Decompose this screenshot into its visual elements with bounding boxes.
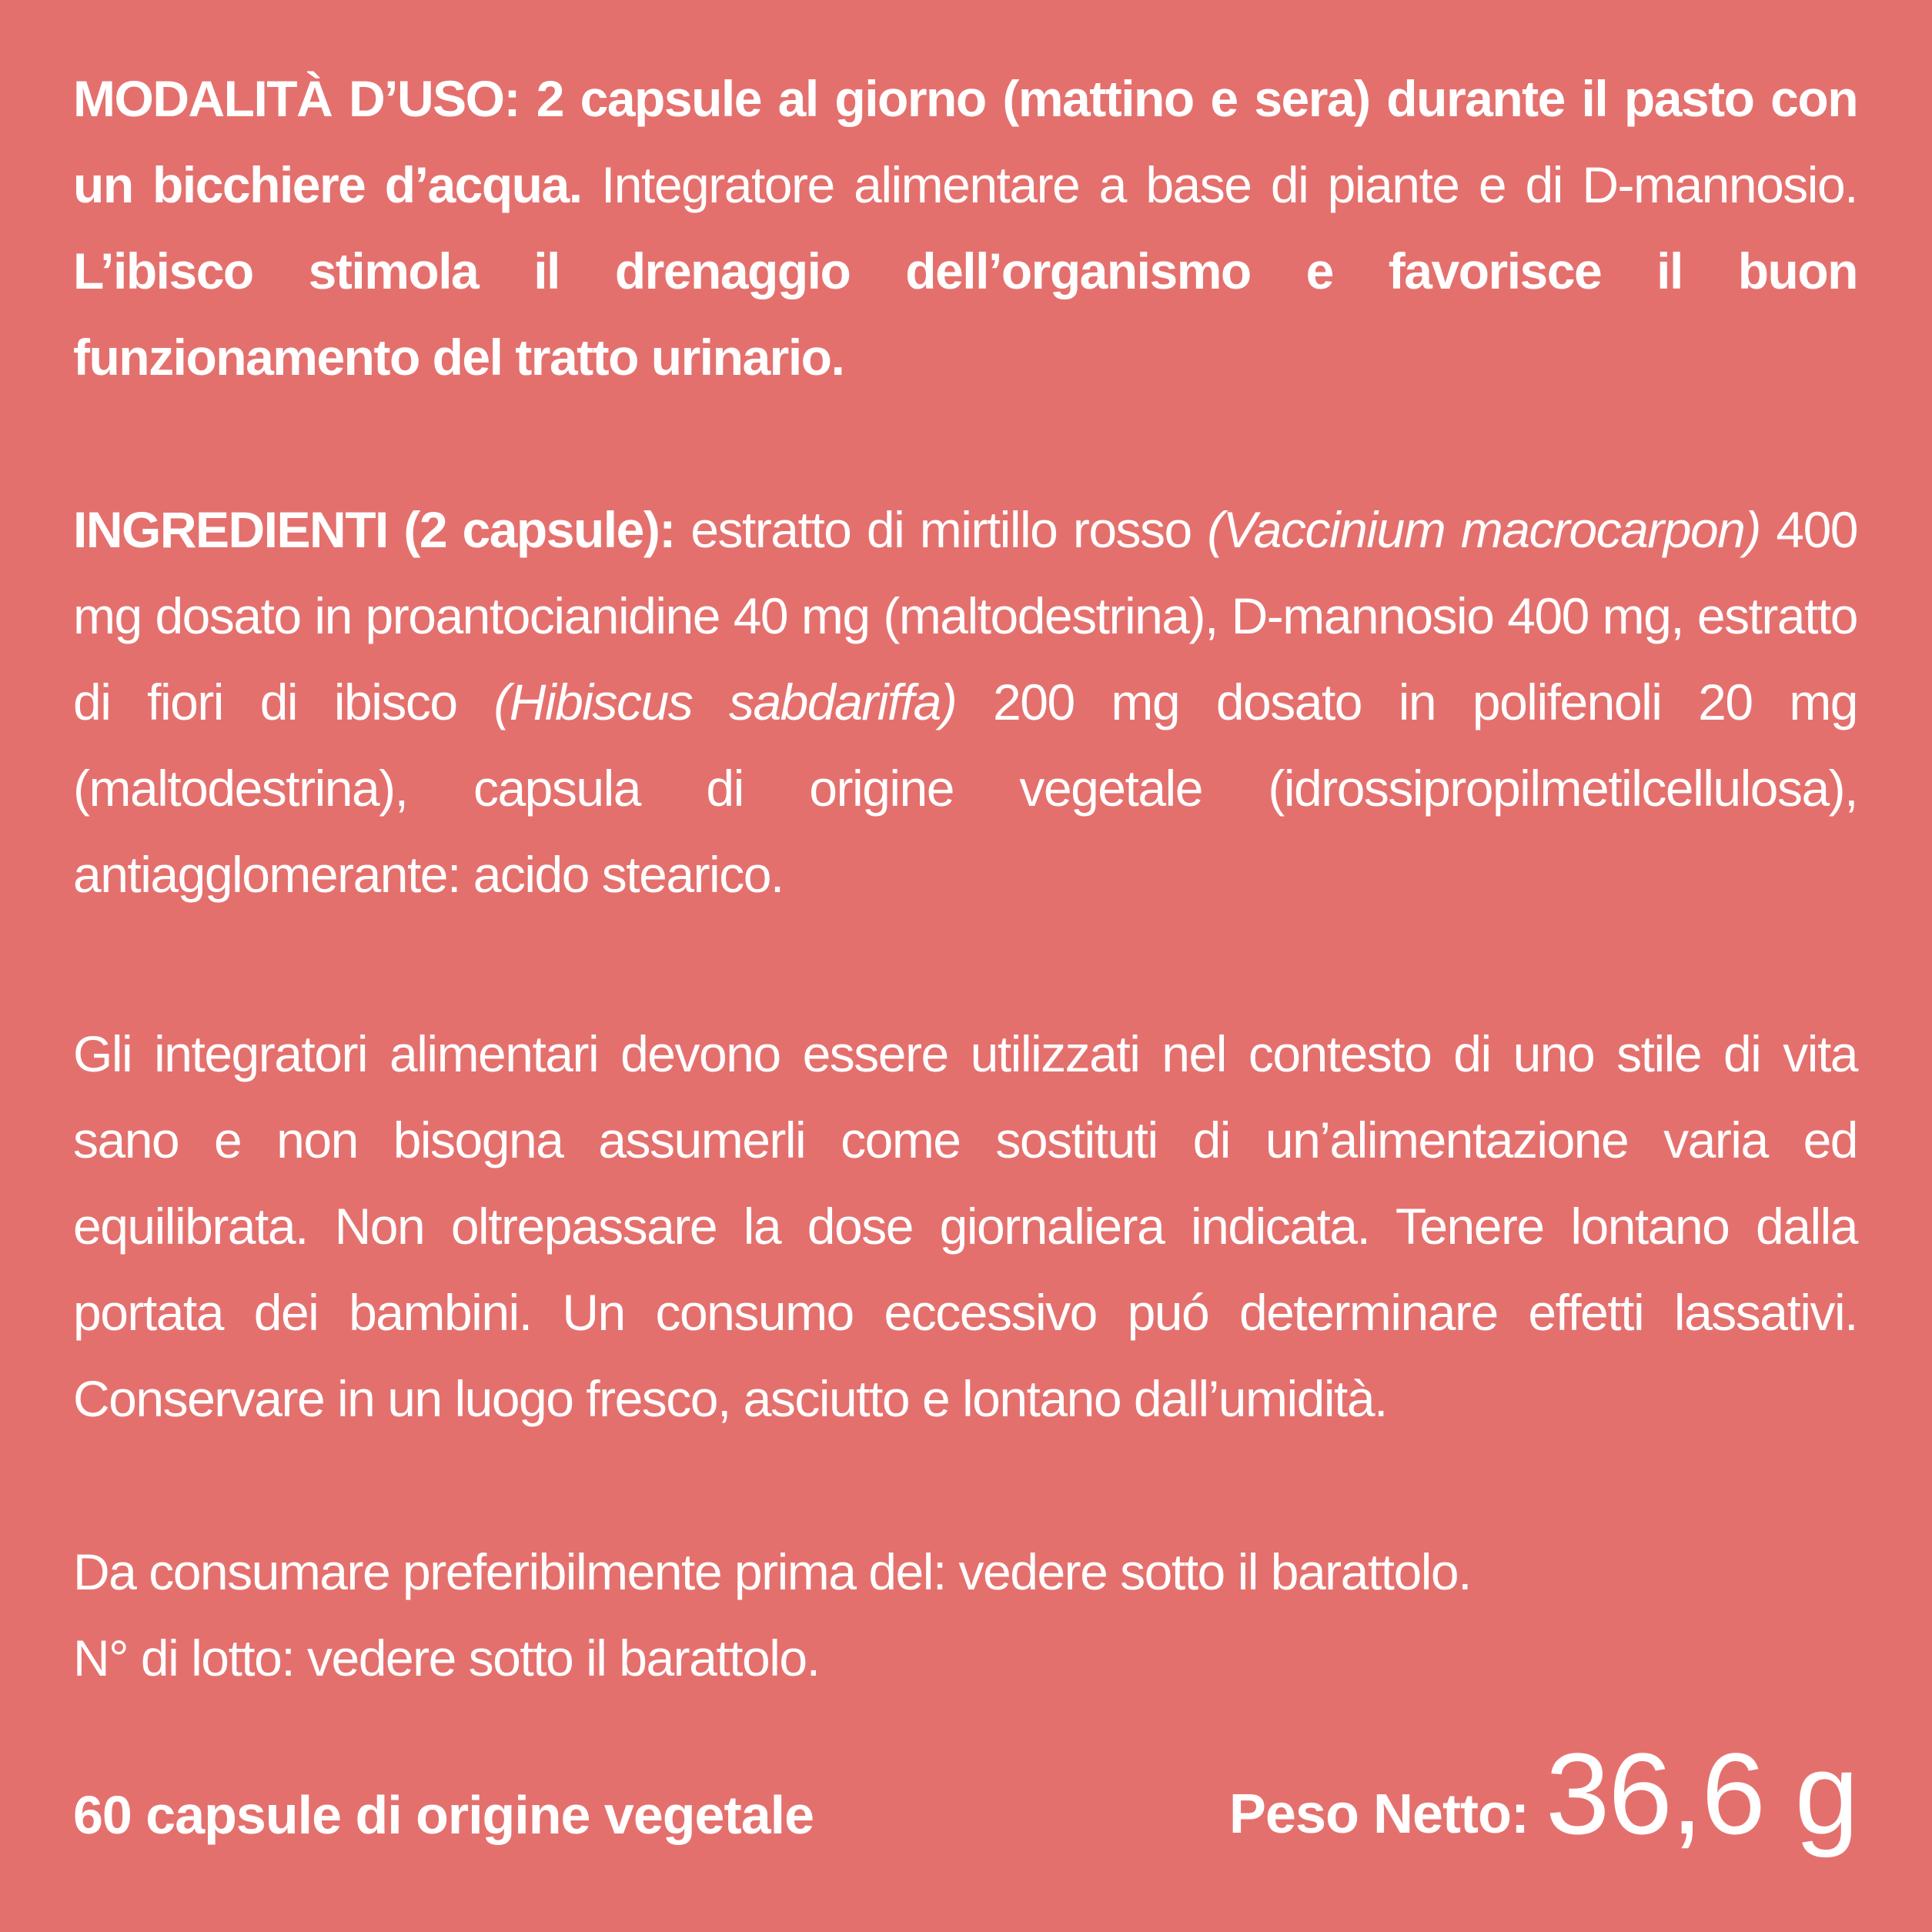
lot-number-text: N° di lotto: vedere sotto il barattolo.: [73, 1629, 820, 1686]
supplement-description: Integratore alimentare a base di piante e di D-mannosio.: [581, 156, 1857, 213]
hibiscus-latin-name: (Hibiscus sabdariffa): [493, 674, 957, 730]
ingredients-text-part-2: 400 mg dosato in proantocianidine 40 mg (maltodestrina), D-mannosio 400 mg, estratto di fiori di ibisco: [73, 501, 1857, 730]
ingredients-heading: INGREDIENTI (2 capsule):: [73, 501, 675, 558]
net-weight-value: 36,6 g: [1545, 1729, 1857, 1858]
ingredients-section: [73, 486, 1857, 918]
best-before-text: Da consumare preferibilmente prima del: vedere sotto il barattolo.: [73, 1543, 1471, 1600]
net-weight-label: Peso Netto:: [1228, 1783, 1529, 1845]
warnings-section: [73, 1011, 1857, 1442]
capsule-count: 60 capsule di origine vegetale: [73, 1785, 814, 1845]
label-footer: [73, 1729, 1857, 1858]
health-claim-text: L’ibisco stimola il drenaggio dell’organismo e favorisce il buon funzionamento del tratto urinario.: [73, 242, 1857, 386]
ingredients-text-part-3: 200 mg dosato in polifenoli 20 mg (maltodestrina), capsula di origine vegetale (idrossipropilmetilcellulosa), antiagglomerante: acido stearico.: [73, 674, 1858, 903]
usage-heading: MODALITÀ D’USO:: [73, 70, 520, 127]
usage-section: [73, 55, 1857, 400]
usage-dosage-text: 2 capsule al giorno (mattino e sera) durante il pasto con un bicchiere d’acqua.: [73, 70, 1858, 213]
warnings-text: Gli integratori alimentari devono essere utilizzati nel contesto di uno stile di vita sano e non bisogna assumerli come sostituti di un’alimentazione varia ed equilibrata. Non oltrepassare la dose giornaliera indicata. Tenere lontano dalla portata dei bambini. Un consumo eccessivo puó determinare effetti lassativi. Conservare in un luogo fresco, asciutto e lontano dall’umidità.: [73, 1025, 1857, 1427]
expiry-lot-section: [73, 1529, 1857, 1701]
ingredients-text-part-1: estratto di mirtillo rosso: [674, 501, 1208, 558]
cranberry-latin-name: (Vaccinium macrocarpon): [1207, 501, 1760, 558]
net-weight: [1228, 1729, 1857, 1858]
